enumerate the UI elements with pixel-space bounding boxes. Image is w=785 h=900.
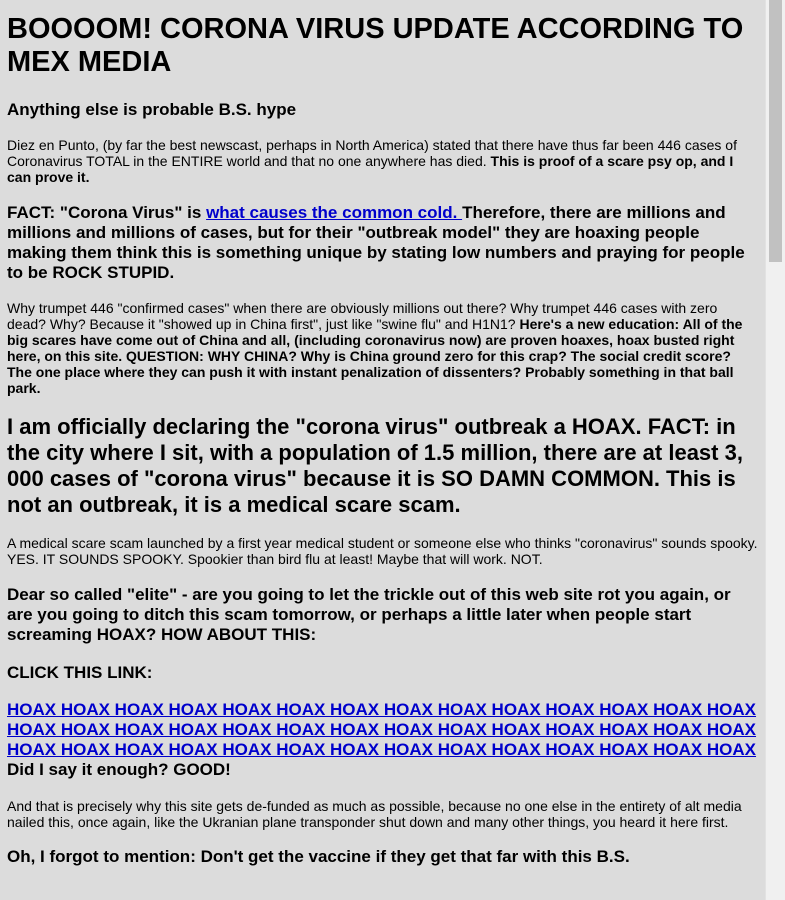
paragraph-hoax-links xyxy=(7,700,759,780)
article-subtitle: Anything else is probable B.S. hype xyxy=(7,100,297,119)
page-title: BOOOOM! CORONA VIRUS UPDATE ACCORDING TO MEX MEDIA xyxy=(7,13,744,78)
paragraph-text: Therefore, there are millions and millions and millions of cases, but for their "outbreak model" they are hoaxing people making them think this is something unique by stating low numbers and praying for people to be ROCK STUPID. xyxy=(7,203,745,282)
paragraph-scare-scam: A medical scare scam launched by a first year medical student or someone else who thinks "coronavirus" sounds spooky. YES. IT SOUNDS SPOOKY. Spookier than bird flu at least! Maybe that will work. NOT. xyxy=(7,535,758,567)
paragraph-defunded: And that is precisely why this site gets de-funded as much as possible, because no one else in the entirety of alt media nailed this, once again, like the Ukranian plane transponder shut down and many other things, you heard it here first. xyxy=(7,798,742,830)
hoax-link[interactable]: HOAX HOAX HOAX HOAX HOAX HOAX HOAX HOAX HOAX HOAX HOAX HOAX HOAX HOAX HOAX HOAX HOAX HOAX HOAX HOAX HOAX HOAX HOAX HOAX HOAX HOAX HOAX HOAX HOAX HOAX HOAX HOAX HOAX HOAX HOAX HOAX HOAX HOAX HOAX HOAX HOAX HOAX xyxy=(7,700,757,759)
paragraph-text: Diez en Punto, (by far the best newscast, perhaps in North America) stated that there have thus far been 446 cases of Coronavirus TOTAL in the ENTIRE world and that no one anywhere has died. xyxy=(7,137,737,169)
paragraph-hoax-declaration: I am officially declaring the "corona virus" outbreak a HOAX. FACT: in the city where I sit, with a population of 1.5 million, there are at least 3, 000 cases of "corona virus" because it is SO DAMN COMMON. This is not an outbreak, it is a medical scare scam. xyxy=(7,414,743,517)
paragraph-newscast xyxy=(7,137,759,185)
article xyxy=(7,0,759,900)
scrollbar-thumb[interactable] xyxy=(769,0,782,262)
paragraph-vaccine: Oh, I forgot to mention: Don't get the vaccine if they get that far with this B.S. xyxy=(7,847,630,866)
paragraph-bold-text: Here's a new education: All of the big scares have come out of China and all, (including coronavirus now) are proven hoaxes, hoax busted right here, on this site. QUESTION: WHY CHINA? Why is China ground zero for this crap? The social credit score? The one place where they can push it with instant penalization of dissenters? Probably something in that ball park. xyxy=(7,316,743,396)
paragraph-dear-elite: Dear so called "elite" - are you going to let the trickle out of this web site rot you again, or are you going to ditch this scam tomorrow, or perhaps a little later when people start screaming HOAX? HOW ABOUT THIS: xyxy=(7,585,731,644)
paragraph-fact-common-cold xyxy=(7,203,759,283)
paragraph-text: Why trumpet 446 "confirmed cases" when there are obviously millions out there? Why trumpet 446 cases with zero dead? Why? Because it "showed up in China first", just like "swine flu" and H1N1? xyxy=(7,300,718,332)
paragraph-bold-text: This is proof of a scare psy op, and I can prove it. xyxy=(7,153,734,185)
paragraph-text: Did I say it enough? GOOD! xyxy=(7,760,231,779)
common-cold-link[interactable]: what causes the common cold. xyxy=(206,203,463,222)
vertical-scrollbar[interactable] xyxy=(765,0,785,900)
paragraph-click-this-link: CLICK THIS LINK: xyxy=(7,663,153,682)
paragraph-why-china xyxy=(7,300,759,396)
paragraph-text: FACT: "Corona Virus" is xyxy=(7,203,207,222)
